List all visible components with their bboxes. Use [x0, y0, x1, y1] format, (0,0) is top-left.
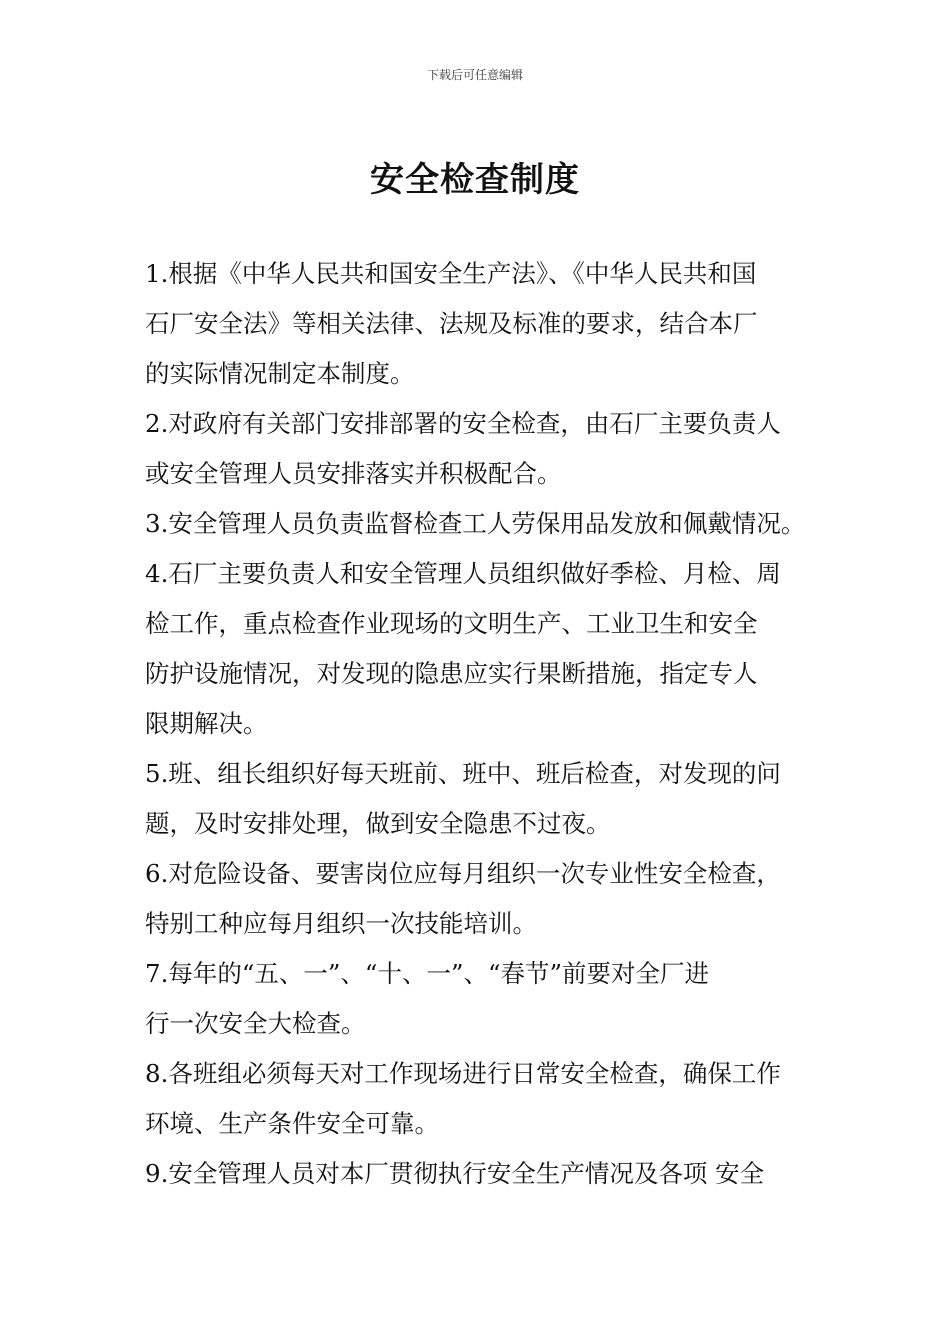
document-body — [145, 249, 825, 1199]
body-line: 防护设施情况，对发现的隐患应实行果断措施，指定专人 — [145, 659, 758, 688]
body-line: 特别工种应每月组织一次技能培训。 — [145, 909, 537, 938]
body-line: 1.根据《中华人民共和国安全生产法》、《中华人民共和国 — [145, 259, 757, 288]
body-line: 9.安全管理人员对本厂贯彻执行安全生产情况及各项 安全 — [145, 1159, 765, 1188]
page-header: 下载后可任意编辑 — [426, 68, 523, 82]
body-line: 8.各班组必须每天对工作现场进行日常安全检查，确保工作 — [145, 1059, 781, 1088]
body-line: 6.对危险设备、要害岗位应每月组织一次专业性安全检查， — [145, 859, 781, 888]
body-line: 题，及时安排处理，做到安全隐患不过夜。 — [145, 809, 611, 838]
body-line: 行一次安全大检查。 — [145, 1009, 366, 1038]
body-line: 限期解决。 — [145, 709, 268, 738]
body-line: 石厂安全法》等相关法律、法规及标准的要求，结合本厂 — [145, 309, 758, 338]
body-line: 环境、生产条件安全可靠。 — [145, 1109, 439, 1138]
body-line: 3.安全管理人员负责监督检查工人劳保用品发放和佩戴情况。 — [145, 509, 806, 538]
body-line: 或安全管理人员安排落实并积极配合。 — [145, 459, 562, 488]
document-title: 安全检查制度 — [370, 160, 580, 200]
body-line: 5.班、组长组织好每天班前、班中、班后检查，对发现的问 — [145, 759, 781, 788]
body-line: 的实际情况制定本制度。 — [145, 359, 415, 388]
body-line: 7.每年的“五、一”、“十、一”、“春节”前要对全厂进 — [145, 959, 710, 988]
body-line: 4.石厂主要负责人和安全管理人员组织做好季检、月检、周 — [145, 559, 781, 588]
body-line: 2.对政府有关部门安排部署的安全检查，由石厂主要负责人 — [145, 409, 781, 438]
body-line: 检工作，重点检查作业现场的文明生产、工业卫生和安全 — [145, 609, 758, 638]
